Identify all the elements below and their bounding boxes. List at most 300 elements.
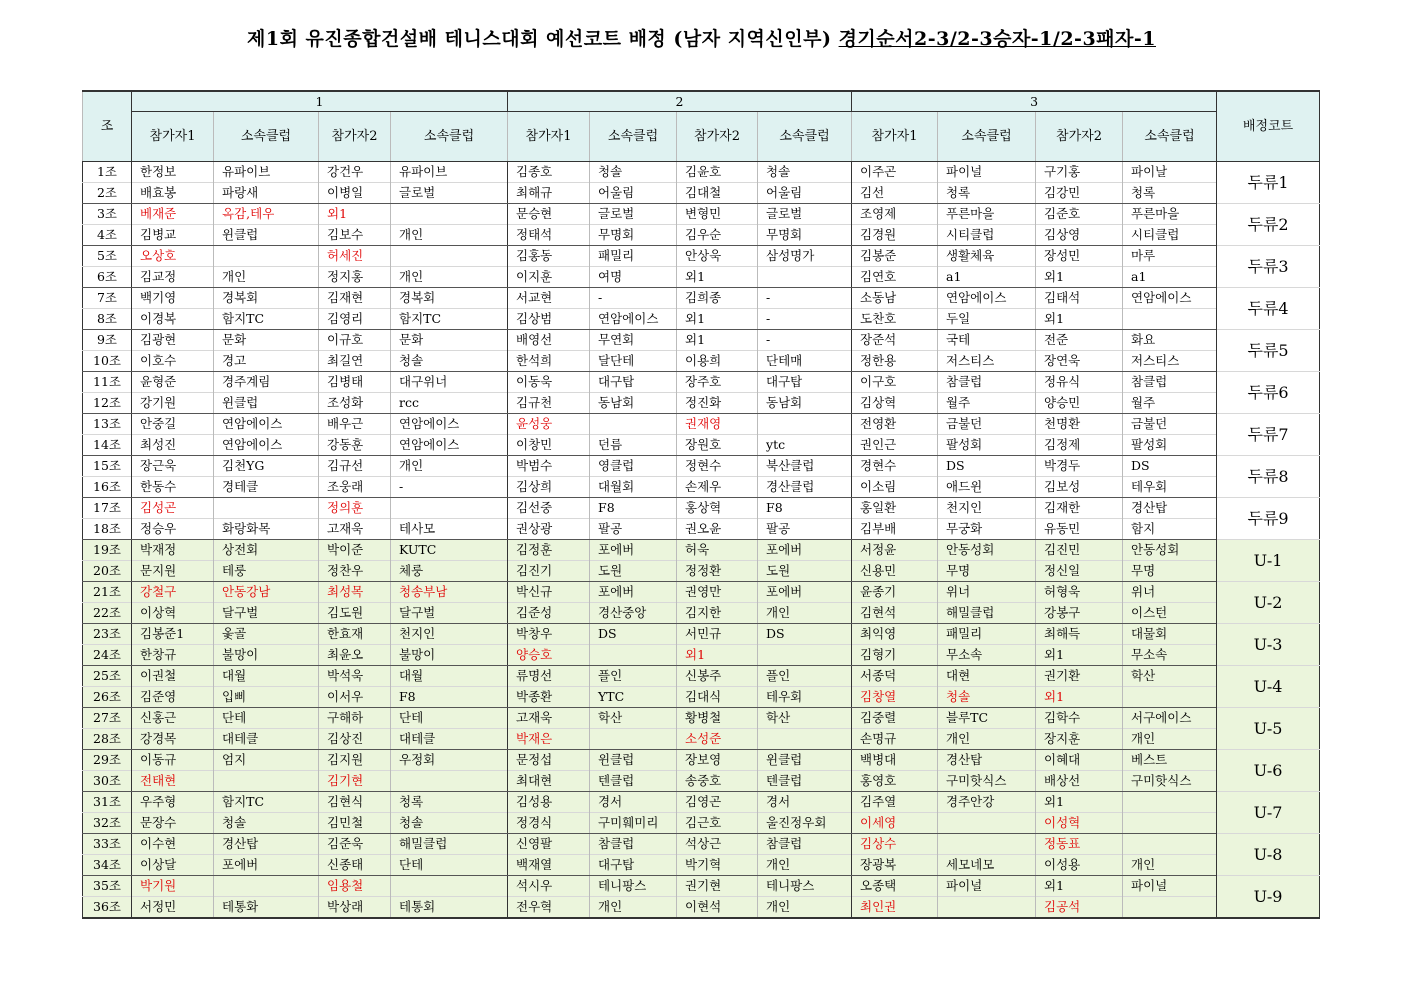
- club-name: 학산: [758, 708, 852, 729]
- club-name: 동남회: [590, 393, 677, 414]
- participant-name: 장준석: [852, 330, 938, 351]
- court-assignment-table: [82, 90, 1320, 919]
- club-name: 달단테: [590, 351, 677, 372]
- club-name: 경서: [758, 792, 852, 813]
- participant-name: 정신일: [1036, 561, 1123, 582]
- participant-name: 외1: [1036, 687, 1123, 708]
- club-name: 개인: [1123, 729, 1217, 750]
- club-name: 화랑화목: [214, 519, 319, 540]
- assigned-court: U-3: [1217, 624, 1320, 666]
- table-row: [83, 246, 1320, 267]
- participant-name: 김현석: [852, 603, 938, 624]
- club-name: 참클럽: [1123, 372, 1217, 393]
- club-name: 천지인: [391, 624, 508, 645]
- club-name: 청록: [391, 792, 508, 813]
- club-name: 학산: [1123, 666, 1217, 687]
- club-name: 체룽: [391, 561, 508, 582]
- club-name: 블루TC: [938, 708, 1036, 729]
- club-name: 여명: [590, 267, 677, 288]
- club-name: 푸른마을: [938, 204, 1036, 225]
- participant-name: 박기원: [132, 876, 214, 897]
- club-name: 파이널: [1123, 876, 1217, 897]
- table-row: [83, 666, 1320, 687]
- participant-name: 홍영호: [852, 771, 938, 792]
- club-name: 어울림: [758, 183, 852, 204]
- club-name: 우정회: [391, 750, 508, 771]
- table-row: [83, 750, 1320, 771]
- participant-name: 박재정: [132, 540, 214, 561]
- participant-name: 허욱: [677, 540, 758, 561]
- club-name: 국테: [938, 330, 1036, 351]
- participant-name: 손제우: [677, 477, 758, 498]
- participant-name: 배영선: [508, 330, 590, 351]
- group-number: 33조: [83, 834, 132, 855]
- club-name: 개인: [1123, 855, 1217, 876]
- participant-name: 백기영: [132, 288, 214, 309]
- club-name: 연암에이스: [1123, 288, 1217, 309]
- table-row: [83, 603, 1320, 624]
- club-name: 동남회: [758, 393, 852, 414]
- club-name: 연암에이스: [391, 414, 508, 435]
- club-name: F8: [758, 498, 852, 519]
- participant-name: 조영제: [852, 204, 938, 225]
- club-name: 달구벌: [214, 603, 319, 624]
- table-row: [83, 225, 1320, 246]
- participant-name: 윤종기: [852, 582, 938, 603]
- club-name: 청록: [938, 183, 1036, 204]
- club-name: 패밀리: [938, 624, 1036, 645]
- club-name: 참클럽: [758, 834, 852, 855]
- participant-name: 김봉준1: [132, 624, 214, 645]
- participant-name: 김연호: [852, 267, 938, 288]
- participant-name: 이상혁: [132, 603, 214, 624]
- participant-name: 박범수: [508, 456, 590, 477]
- table-row: [83, 561, 1320, 582]
- participant-name: 이세영: [852, 813, 938, 834]
- club-name: 플인: [758, 666, 852, 687]
- club-name: 경주안강: [938, 792, 1036, 813]
- club-name: 경복회: [391, 288, 508, 309]
- participant-name: 조성화: [319, 393, 391, 414]
- club-name: 대월: [214, 666, 319, 687]
- participant-name: 석상근: [677, 834, 758, 855]
- header-col-g1-3: 참가자2: [319, 112, 391, 162]
- participant-name: 이경복: [132, 309, 214, 330]
- title-game-order: 경기순서2-3/2-3승자-1/2-3패자-1: [838, 28, 1156, 50]
- club-name: 텐클럽: [758, 771, 852, 792]
- club-name: 대테클: [391, 729, 508, 750]
- group-number: 8조: [83, 309, 132, 330]
- participant-name: 강경목: [132, 729, 214, 750]
- club-name: 마루: [1123, 246, 1217, 267]
- header-col-g3-3: 참가자2: [1036, 112, 1123, 162]
- header-court: 배정코트: [1217, 91, 1320, 162]
- group-number: 7조: [83, 288, 132, 309]
- participant-name: 변형민: [677, 204, 758, 225]
- participant-name: 김지한: [677, 603, 758, 624]
- participant-name: 장성민: [1036, 246, 1123, 267]
- header-col-g2-3: 참가자2: [677, 112, 758, 162]
- participant-name: 양승호: [508, 645, 590, 666]
- club-name: 윈클럽: [214, 225, 319, 246]
- assigned-court: U-2: [1217, 582, 1320, 624]
- club-name: 파이널: [938, 876, 1036, 897]
- participant-name: 한정보: [132, 162, 214, 183]
- club-name: 윈클럽: [214, 393, 319, 414]
- participant-name: 유동민: [1036, 519, 1123, 540]
- participant-name: 이성혁: [1036, 813, 1123, 834]
- club-name: 단테: [391, 708, 508, 729]
- table-row: [83, 582, 1320, 603]
- participant-name: 김준욱: [319, 834, 391, 855]
- participant-name: 김영곤: [677, 792, 758, 813]
- club-name: 개인: [214, 267, 319, 288]
- club-name: 영클럽: [590, 456, 677, 477]
- club-name: 개인: [391, 267, 508, 288]
- participant-name: 장보영: [677, 750, 758, 771]
- club-name: DS: [758, 624, 852, 645]
- participant-name: 이혜대: [1036, 750, 1123, 771]
- club-name: 개인: [758, 855, 852, 876]
- club-name: 연암에이스: [590, 309, 677, 330]
- participant-name: 오상호: [132, 246, 214, 267]
- club-name: 경테클: [214, 477, 319, 498]
- club-name: 파이널: [938, 162, 1036, 183]
- participant-name: 문장수: [132, 813, 214, 834]
- participant-name: 정지홍: [319, 267, 391, 288]
- club-name: 생활체육: [938, 246, 1036, 267]
- club-name: 상전회: [214, 540, 319, 561]
- table-row: [83, 876, 1320, 897]
- club-name: 경복회: [214, 288, 319, 309]
- group-number: 19조: [83, 540, 132, 561]
- table-row: [83, 288, 1320, 309]
- club-name: 대구탑: [590, 855, 677, 876]
- club-name: 어울림: [590, 183, 677, 204]
- club-name: 대구탑: [758, 372, 852, 393]
- participant-name: 도찬호: [852, 309, 938, 330]
- club-name: 울진정우회: [758, 813, 852, 834]
- participant-name: 이호수: [132, 351, 214, 372]
- club-name: 청송부남: [391, 582, 508, 603]
- club-name: 글로벌: [391, 183, 508, 204]
- club-name: DS: [590, 624, 677, 645]
- club-name: 구미훼미리: [590, 813, 677, 834]
- club-name: 테사모: [391, 519, 508, 540]
- participant-name: 정유식: [1036, 372, 1123, 393]
- header-col-g3-2: 소속클럽: [938, 112, 1036, 162]
- participant-name: 장원호: [677, 435, 758, 456]
- club-name: 무명회: [590, 225, 677, 246]
- participant-name: 김우순: [677, 225, 758, 246]
- group-number: 35조: [83, 876, 132, 897]
- participant-name: 소성준: [677, 729, 758, 750]
- club-name: 팔공: [758, 519, 852, 540]
- participant-name: 김봉준: [852, 246, 938, 267]
- participant-name: 홍일환: [852, 498, 938, 519]
- club-name: 포에버: [590, 540, 677, 561]
- club-name: 패밀리: [590, 246, 677, 267]
- participant-name: 서민규: [677, 624, 758, 645]
- participant-name: 권기현: [677, 876, 758, 897]
- club-name: [391, 498, 508, 519]
- participant-name: 이주곤: [852, 162, 938, 183]
- participant-name: 외1: [1036, 267, 1123, 288]
- table-row: [83, 162, 1320, 183]
- participant-name: 김현식: [319, 792, 391, 813]
- participant-name: 최윤오: [319, 645, 391, 666]
- participant-name: 외1: [1036, 876, 1123, 897]
- assigned-court: 두류9: [1217, 498, 1320, 540]
- participant-name: 이동욱: [508, 372, 590, 393]
- group-number: 9조: [83, 330, 132, 351]
- participant-name: 외1: [1036, 792, 1123, 813]
- club-name: ytc: [758, 435, 852, 456]
- assigned-court: 두류6: [1217, 372, 1320, 414]
- club-name: [1123, 687, 1217, 708]
- participant-name: 김대철: [677, 183, 758, 204]
- club-name: 대구탑: [590, 372, 677, 393]
- participant-name: 김상수: [852, 834, 938, 855]
- participant-name: 이수현: [132, 834, 214, 855]
- participant-name: 허세진: [319, 246, 391, 267]
- club-name: KUTC: [391, 540, 508, 561]
- table-row: [83, 624, 1320, 645]
- group-number: 3조: [83, 204, 132, 225]
- participant-name: 류명선: [508, 666, 590, 687]
- participant-name: 고재욱: [319, 519, 391, 540]
- club-name: 위너: [938, 582, 1036, 603]
- participant-name: 소동남: [852, 288, 938, 309]
- participant-name: 김성곤: [132, 498, 214, 519]
- group-number: 14조: [83, 435, 132, 456]
- participant-name: 장광복: [852, 855, 938, 876]
- participant-name: 정한용: [852, 351, 938, 372]
- club-name: 불망이: [391, 645, 508, 666]
- club-name: 저스티스: [1123, 351, 1217, 372]
- participant-name: 김도원: [319, 603, 391, 624]
- club-name: 대월회: [590, 477, 677, 498]
- club-name: 플인: [590, 666, 677, 687]
- participant-name: 김정제: [1036, 435, 1123, 456]
- club-name: 포에버: [214, 855, 319, 876]
- participant-name: 김상진: [319, 729, 391, 750]
- table-row: [83, 477, 1320, 498]
- club-name: 테통회: [391, 897, 508, 919]
- participant-name: 박석욱: [319, 666, 391, 687]
- participant-name: 한창규: [132, 645, 214, 666]
- club-name: 불망이: [214, 645, 319, 666]
- participant-name: 김학수: [1036, 708, 1123, 729]
- club-name: 화요: [1123, 330, 1217, 351]
- participant-name: 김재현: [319, 288, 391, 309]
- club-name: 연암에이스: [214, 435, 319, 456]
- club-name: [1123, 792, 1217, 813]
- group-number: 24조: [83, 645, 132, 666]
- group-number: 2조: [83, 183, 132, 204]
- table-row: [83, 897, 1320, 919]
- table-row: [83, 435, 1320, 456]
- club-name: 던름: [590, 435, 677, 456]
- table-row: [83, 309, 1320, 330]
- participant-name: 박이준: [319, 540, 391, 561]
- participant-name: 조웅래: [319, 477, 391, 498]
- club-name: 학산: [590, 708, 677, 729]
- club-name: 윈클럽: [590, 750, 677, 771]
- participant-name: 김교정: [132, 267, 214, 288]
- participant-name: 박종환: [508, 687, 590, 708]
- participant-name: 외1: [677, 330, 758, 351]
- table-row: [83, 330, 1320, 351]
- participant-name: 한동수: [132, 477, 214, 498]
- header-col-g1-1: 참가자1: [132, 112, 214, 162]
- assigned-court: 두류2: [1217, 204, 1320, 246]
- table-row: [83, 708, 1320, 729]
- club-name: DS: [1123, 456, 1217, 477]
- club-name: 팔성회: [1123, 435, 1217, 456]
- participant-name: 경현수: [852, 456, 938, 477]
- assigned-court: U-9: [1217, 876, 1320, 919]
- club-name: 금불던: [1123, 414, 1217, 435]
- club-name: [391, 246, 508, 267]
- participant-name: 김규선: [319, 456, 391, 477]
- club-name: 경고: [214, 351, 319, 372]
- club-name: 포에버: [758, 540, 852, 561]
- club-name: 대현: [938, 666, 1036, 687]
- participant-name: 장지훈: [1036, 729, 1123, 750]
- participant-name: 이규호: [319, 330, 391, 351]
- club-name: [590, 414, 677, 435]
- participant-name: 이용희: [677, 351, 758, 372]
- club-name: 청솔: [590, 162, 677, 183]
- participant-name: 김재한: [1036, 498, 1123, 519]
- club-name: 팔성회: [938, 435, 1036, 456]
- club-name: 경산중앙: [590, 603, 677, 624]
- club-name: [590, 729, 677, 750]
- club-name: 무소속: [1123, 645, 1217, 666]
- participant-name: 권영만: [677, 582, 758, 603]
- group-number: 36조: [83, 897, 132, 919]
- club-name: 해밀클럽: [391, 834, 508, 855]
- participant-name: 구기홍: [1036, 162, 1123, 183]
- participant-name: 김근호: [677, 813, 758, 834]
- club-name: [1123, 813, 1217, 834]
- group-number: 26조: [83, 687, 132, 708]
- participant-name: 강건우: [319, 162, 391, 183]
- participant-name: 강철구: [132, 582, 214, 603]
- header-group-1: 1: [132, 91, 508, 112]
- club-name: 개인: [391, 456, 508, 477]
- club-name: [1123, 897, 1217, 919]
- table-row: [83, 519, 1320, 540]
- club-name: 연암에이스: [391, 435, 508, 456]
- participant-name: 박기혁: [677, 855, 758, 876]
- club-name: 유파이브: [391, 162, 508, 183]
- participant-name: 전태현: [132, 771, 214, 792]
- participant-name: 김규천: [508, 393, 590, 414]
- participant-name: 송중호: [677, 771, 758, 792]
- club-name: 포에버: [758, 582, 852, 603]
- participant-name: 안중길: [132, 414, 214, 435]
- participant-name: 서종덕: [852, 666, 938, 687]
- participant-name: 김상범: [508, 309, 590, 330]
- group-number: 25조: [83, 666, 132, 687]
- club-name: 테통화: [214, 897, 319, 919]
- participant-name: 권오윤: [677, 519, 758, 540]
- participant-name: 양승민: [1036, 393, 1123, 414]
- participant-name: 신용민: [852, 561, 938, 582]
- club-name: 옻골: [214, 624, 319, 645]
- group-number: 1조: [83, 162, 132, 183]
- participant-name: 김홍동: [508, 246, 590, 267]
- participant-name: 김성용: [508, 792, 590, 813]
- participant-name: 강동훈: [319, 435, 391, 456]
- participant-name: 박창우: [508, 624, 590, 645]
- group-number: 11조: [83, 372, 132, 393]
- participant-name: 황병철: [677, 708, 758, 729]
- participant-name: 외1: [1036, 645, 1123, 666]
- group-number: 15조: [83, 456, 132, 477]
- participant-name: 김영리: [319, 309, 391, 330]
- group-number: 32조: [83, 813, 132, 834]
- club-name: 경산탑: [938, 750, 1036, 771]
- assigned-court: 두류8: [1217, 456, 1320, 498]
- participant-name: 외1: [1036, 309, 1123, 330]
- club-name: -: [758, 288, 852, 309]
- participant-name: 손명규: [852, 729, 938, 750]
- club-name: 경산탑: [1123, 498, 1217, 519]
- club-name: [1123, 309, 1217, 330]
- participant-name: 김기현: [319, 771, 391, 792]
- club-name: 대월: [391, 666, 508, 687]
- participant-name: 우주형: [132, 792, 214, 813]
- club-name: 해밀클럽: [938, 603, 1036, 624]
- assigned-court: U-1: [1217, 540, 1320, 582]
- participant-name: 배우근: [319, 414, 391, 435]
- club-name: 청솔: [214, 813, 319, 834]
- club-name: 단테: [214, 708, 319, 729]
- club-name: 청솔: [391, 813, 508, 834]
- participant-name: 김창열: [852, 687, 938, 708]
- participant-name: 이동규: [132, 750, 214, 771]
- club-name: 월주: [1123, 393, 1217, 414]
- participant-name: 정의훈: [319, 498, 391, 519]
- club-name: 함지TC: [391, 309, 508, 330]
- group-number: 17조: [83, 498, 132, 519]
- club-name: [758, 414, 852, 435]
- club-name: 파이날: [1123, 162, 1217, 183]
- club-name: 위너: [1123, 582, 1217, 603]
- participant-name: 백병대: [852, 750, 938, 771]
- participant-name: 김상희: [508, 477, 590, 498]
- club-name: 단테매: [758, 351, 852, 372]
- club-name: 포에버: [590, 582, 677, 603]
- group-number: 23조: [83, 624, 132, 645]
- group-number: 22조: [83, 603, 132, 624]
- club-name: 무명: [938, 561, 1036, 582]
- participant-name: 문정섭: [508, 750, 590, 771]
- table-row: [83, 351, 1320, 372]
- participant-name: 배상선: [1036, 771, 1123, 792]
- club-name: 삼성명가: [758, 246, 852, 267]
- participant-name: 이권철: [132, 666, 214, 687]
- club-name: 안동성회: [938, 540, 1036, 561]
- table-row: [83, 813, 1320, 834]
- participant-name: 윤형준: [132, 372, 214, 393]
- club-name: 테우회: [1123, 477, 1217, 498]
- club-name: 청솔: [391, 351, 508, 372]
- participant-name: 정찬우: [319, 561, 391, 582]
